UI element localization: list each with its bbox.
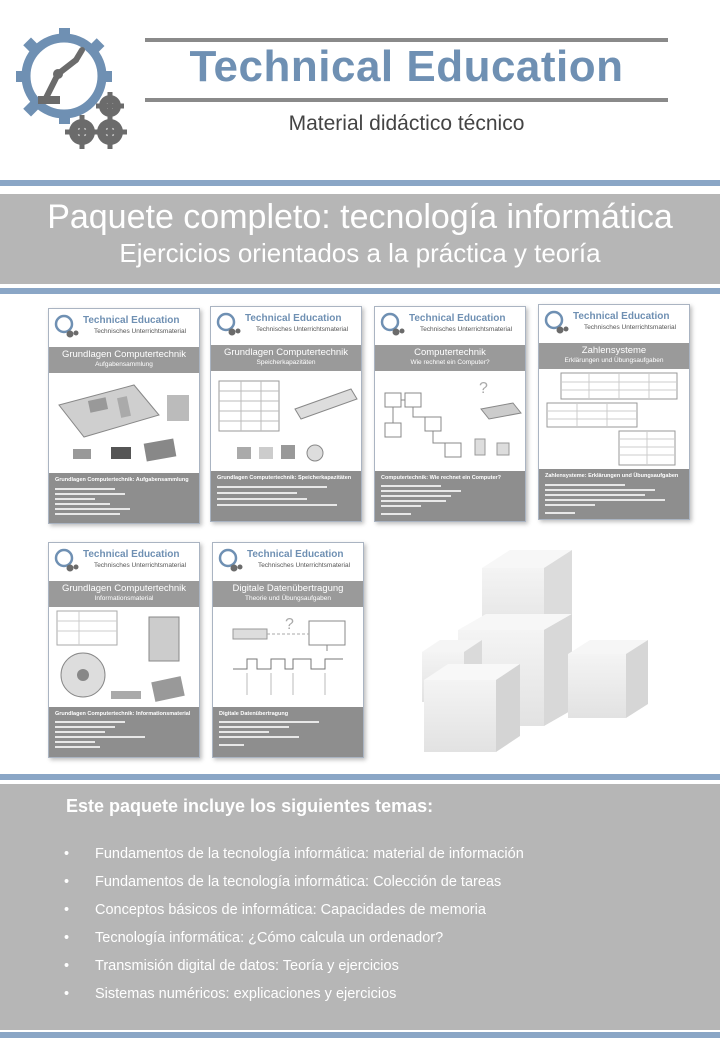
topic-text: Fundamentos de la tecnología informática: material de información (95, 846, 524, 862)
document-brand-sub: Technisches Unterrichtsmaterial (257, 562, 351, 569)
document-brand: Technical Education (83, 549, 180, 560)
document-footer (375, 471, 525, 521)
document-title: Grundlagen Computertechnik (223, 347, 349, 358)
document-header (49, 543, 199, 579)
document-brand-sub: Technisches Unterrichtsmaterial (93, 328, 187, 335)
document-brand: Technical Education (247, 549, 344, 560)
document-title-bar (375, 345, 525, 371)
list-item (0, 874, 720, 896)
list-item (0, 902, 720, 924)
gear-logo-icon (543, 309, 569, 335)
bullet-icon: • (64, 986, 70, 1002)
motherboard-image (49, 375, 199, 471)
document-title-bar (211, 345, 361, 371)
gear-logo-icon (215, 311, 241, 337)
bullet-icon: • (64, 930, 70, 946)
bullet-icon: • (64, 958, 70, 974)
divider-bar (0, 1032, 720, 1038)
page-header (0, 0, 720, 178)
page-subtitle: Ejercicios orientados a la práctica y teoría (119, 238, 601, 268)
gear-logo-icon (217, 547, 243, 573)
document-subtitle: Theorie und Übungsaufgaben (244, 595, 331, 602)
title-band (0, 194, 720, 284)
topic-text: Conceptos básicos de informática: Capacidades de memoria (95, 902, 486, 918)
topic-text: Sistemas numéricos: explicaciones y ejercicios (95, 986, 397, 1002)
document-title: Grundlagen Computertechnik (61, 583, 187, 594)
brand-tagline: Material didáctico técnico (288, 112, 525, 135)
document-brand: Technical Education (245, 313, 342, 324)
document-title-bar (539, 343, 689, 369)
document-thumbnail[interactable] (48, 308, 200, 524)
data-transmission-image (213, 609, 363, 705)
document-brand: Technical Education (83, 315, 180, 326)
list-item (0, 930, 720, 952)
document-footer (49, 473, 199, 523)
gear-logo-icon (53, 313, 79, 339)
document-footer-title: Grundlagen Computertechnik: Informationsmaterial (55, 711, 191, 717)
document-title: Zahlensysteme (581, 345, 647, 356)
topic-text: Fundamentos de la tecnología informática: Colección de tareas (95, 874, 502, 890)
bullet-icon: • (64, 874, 70, 890)
document-title: Computertechnik (414, 347, 486, 358)
document-header (539, 305, 689, 341)
document-thumbnail[interactable] (48, 542, 200, 758)
topic-text: Transmisión digital de datos: Teoría y ejercicios (95, 958, 399, 974)
document-title: Grundlagen Computertechnik (61, 349, 187, 360)
document-thumbnail[interactable] (212, 542, 364, 758)
document-brand-sub: Technisches Unterrichtsmaterial (419, 326, 513, 333)
list-item (0, 958, 720, 980)
topic-text: Tecnología informática: ¿Cómo calcula un ordenador? (95, 930, 444, 946)
document-subtitle: Wie rechnet ein Computer? (410, 359, 490, 366)
document-header (211, 307, 361, 343)
document-footer (213, 707, 363, 757)
gear-logo-icon (379, 311, 405, 337)
document-title-bar (49, 347, 199, 373)
list-item (0, 986, 720, 1008)
document-header (213, 543, 363, 579)
document-brand-sub: Technisches Unterrichtsmaterial (93, 562, 187, 569)
divider-bar (0, 180, 720, 186)
document-footer-title: Zahlensysteme: Erklärungen und Übungsaufgaben (545, 473, 679, 479)
svg-text:?: ? (285, 616, 294, 633)
divider-bar (0, 288, 720, 294)
divider-bar (0, 774, 720, 780)
document-footer-title: Grundlagen Computertechnik: Speicherkapazitäten (217, 475, 352, 481)
document-header (49, 309, 199, 345)
document-brand: Technical Education (409, 313, 506, 324)
document-thumbnail[interactable] (538, 304, 690, 520)
document-subtitle: Aufgabensammlung (95, 361, 153, 368)
document-footer-title: Grundlagen Computertechnik: Aufgabensammlung (55, 477, 189, 483)
svg-text:?: ? (479, 380, 488, 397)
bullet-icon: • (64, 846, 70, 862)
page-title: Paquete completo: tecnología informática (47, 198, 673, 236)
document-title-bar (49, 581, 199, 607)
document-footer-title: Computertechnik: Wie rechnet ein Computer? (381, 475, 502, 481)
document-brand-sub: Technisches Unterrichtsmaterial (255, 326, 349, 333)
gear-logo-icon (6, 20, 140, 154)
document-thumbnail[interactable] (374, 306, 526, 522)
circuit-diagram-image (375, 373, 525, 469)
document-title-bar (213, 581, 363, 607)
document-brand: Technical Education (573, 311, 670, 322)
document-subtitle: Erklärungen und Übungsaufgaben (564, 357, 664, 364)
cube-stack-illustration-icon (402, 540, 720, 770)
document-footer (211, 471, 361, 521)
document-header (375, 307, 525, 343)
brand-title: Technical Education (189, 42, 624, 91)
document-thumbnail[interactable] (210, 306, 362, 522)
document-subtitle: Informationsmaterial (94, 595, 154, 602)
brand-bottom-rule (145, 98, 668, 102)
memory-devices-image (211, 373, 361, 469)
document-footer-title: Digitale Datenübertragung (219, 711, 289, 717)
document-footer (49, 707, 199, 757)
gear-logo-icon (53, 547, 79, 573)
document-title: Digitale Datenübertragung (232, 583, 344, 594)
document-footer (539, 469, 689, 519)
number-tables-image (539, 371, 689, 467)
list-item (0, 846, 720, 868)
topics-band (0, 784, 720, 1030)
topics-heading: Este paquete incluye los siguientes temas: (66, 796, 434, 816)
document-subtitle: Speicherkapazitäten (256, 359, 316, 366)
bullet-icon: • (64, 902, 70, 918)
document-brand-sub: Technisches Unterrichtsmaterial (583, 324, 677, 331)
hardware-components-image (49, 609, 199, 705)
